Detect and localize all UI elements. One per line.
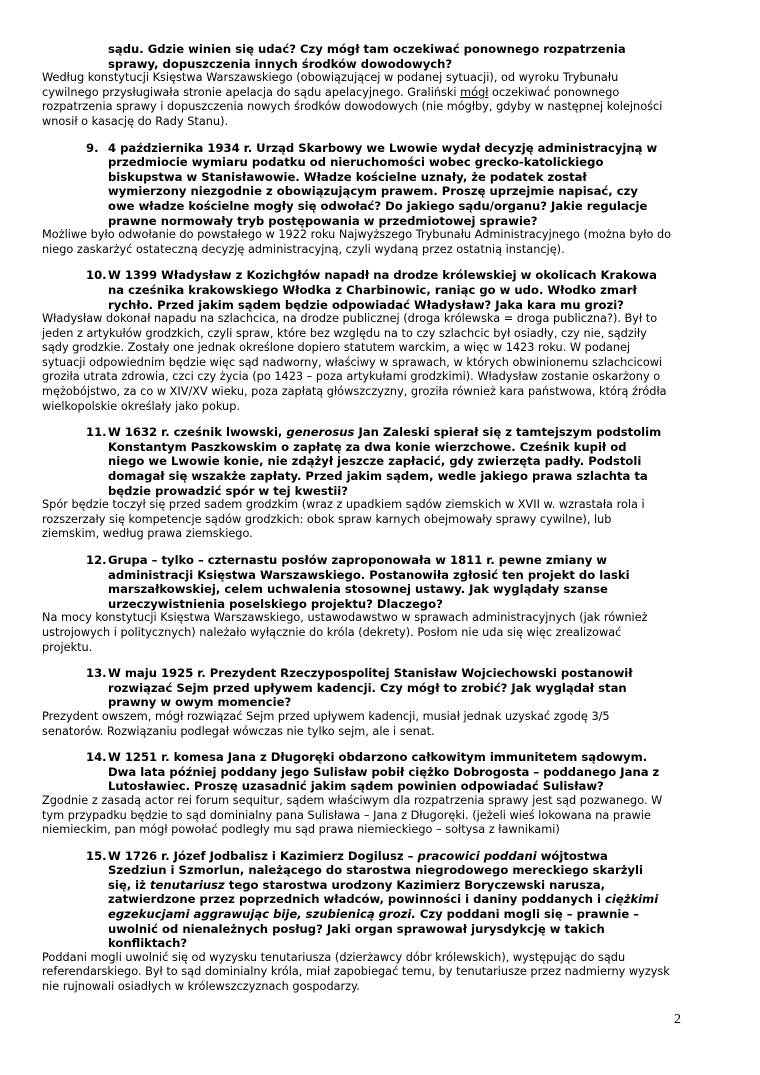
question-15-text-c: wójtostwa Szedziun i Szmorlun, należącego do starostwa niegrodowego mereckiego skarżyli się, iż (108, 848, 643, 892)
question-number: 9. (86, 140, 99, 155)
question-15 (86, 849, 664, 951)
question-15-italic-b: pracowici poddani (417, 848, 537, 863)
question-15-italic-d: tenutariusz (149, 877, 225, 892)
answer-8-text-end: oczekiwać ponownego rozpatrzenia sprawy i dopuszczenia nowych środków dowodowych (nie mógłby, gdyby w następnej kolejności wnosił o kasację do Rady Stanu). (42, 85, 663, 128)
page-number: 2 (674, 1012, 681, 1027)
question-15-italic-f: ciężkimi egzekucjami aggrawując bije, szubienicą grozi. (108, 892, 659, 922)
answer-10: Władysław dokonał napadu na szlachcica, na drodze publicznej (droga królewska = droga publiczna?). Był to jeden z artykułów grodzkich, czyli spraw, które bez względu na to czy szlachcic był osiadły, czy nie, sądziły sądy grodzkie. Zostały one jednak określone dopiero statutem warckim, a więc w 1423 roku. W podanej sytuacji odpowiednim będzie więc sąd nadworny, właściwy w sprawach, w których obwinionemu szlachcicowi groziła utrata zdrowia, czci czy życia (po 1423 – poza artykułami grodzkimi). Władysław zostanie oskarżony o mężobójstwo, za co w XIV/XV wieku, poza zapłatą główszczyzny, groziła również kara państwowa, którą źródła wielkopolskie określały jako pokup. (42, 312, 667, 413)
answer-8 (42, 71, 672, 129)
question-text: W maju 1925 r. Prezydent Rzeczypospolitej Stanisław Wojciechowski postanowił rozwiązać Sejm przed upływem kadencji. Czy mógł to zrobić? Jak wyglądał stan prawny w owym momencie? (108, 666, 633, 710)
question-13 (86, 666, 664, 710)
question-9 (86, 141, 664, 229)
question-14 (86, 750, 664, 794)
question-text: W 1399 Władysław z Kozichgłów napadł na drodze królewskiej w okolicach Krakowa na cześnika krakowskiego Włodka z Charbinowic, raniąc go w udo. Włodko zmarł rychło. Przed jakim sądem będzie odpowiadać Władysław? Jaka kara mu grozi? (108, 268, 657, 312)
question-number: 11. (86, 425, 107, 440)
answer-12: Na mocy konstytucji Księstwa Warszawskiego, ustawodawstwo w sprawach administracyjnych (jak również ustrojowych i politycznych) należało wyłącznie do króla (dekrety). Posłom nie uda się więc zrealizować projektu. (42, 611, 648, 654)
question-number: 15. (86, 848, 107, 863)
question-number: 14. (86, 750, 107, 765)
answer-9: Możliwe było odwołanie do powstałego w 1922 roku Najwyższego Trybunału Administracyjnego (można było do niego zaskarżyć ostateczną decyzję administracyjną, czyli wydaną przez ostatnią instancję). (42, 228, 672, 256)
question-8-continued: sądu. Gdzie winien się udać? Czy mógł tam oczekiwać ponownego rozpatrzenia sprawy, dopuszczenia innych środków dowodowych? (108, 42, 626, 71)
question-11-text-end: Jan Zaleski spierał się z tamtejszym podstolim Konstantym Paszkowskim o zapłatę za dwa konie wierzchowe. Cześnik kupił od niego we Lwowie konie, nie zdążył jeszcze zapłacić, gdy zwierzęta padły. Podstoli domagał się wszakże zapłaty. Przed jakim sądem, wedle jakiego prawa szlachta ta będzie prowadzić spór w tej kwestii? (108, 425, 662, 498)
answer-11: Spór będzie toczył się przed sadem grodzkim (wraz z upadkiem sądów ziemskich w XVII w. wzrastała rola i rozszerzały się kompetencje sądów grodzkich: obok spraw karnych obejmowały sprawy cywilne), lub ziemskim, według prawa ziemskiego. (42, 498, 645, 541)
question-number: 13. (86, 666, 107, 681)
question-text (108, 849, 664, 951)
question-11-text: W 1632 r. cześnik lwowski, (108, 425, 287, 440)
question-15-text-g: Czy poddani mogli się – prawnie – uwolnić od nienależnych posług? Jaki organ sprawował jurysdykcję w takich konfliktach? (108, 907, 640, 951)
answer-8-underlined: mógł (460, 85, 489, 99)
document-page (42, 42, 672, 995)
question-11-italic: generosus (286, 425, 355, 440)
question-text: Grupa – tylko – czternastu posłów zaproponowała w 1811 r. pewne zmiany w administracji Księstwa Warszawskiego. Postanowiła zgłosić ten projekt do laski marszałkowskiej, celem uchwalenia stosownej ustawy. Jak wyglądały szanse urzeczywistnienia poselskiego projektu? Dlaczego? (108, 553, 630, 611)
answer-15: Poddani mogli uwolnić się od wyzysku tenutariusza (dzierżawcy dóbr królewskich), występując do sądu referendarskiego. Był to sąd dominialny króla, miał zapobiegać temu, by tenutariusze przez nadmierny wyzysk nie rujnowali osiadłych w królewszczyznach gospodarzy. (42, 950, 670, 994)
question-number: 12. (86, 553, 107, 567)
question-11 (86, 425, 664, 498)
question-text: W 1251 r. komesa Jana z Długoręki obdarzono całkowitym immunitetem sądowym. Dwa lata później poddany jego Sulisław pobił ciężko Dobrogosta – poddanego Jana z Lutosławiec. Proszę uzasadnić jakim sądem powinien odpowiadać Sulisław? (108, 750, 660, 794)
question-15-text-a: W 1726 r. Józef Jodbalisz i Kazimierz Dogilusz – (108, 848, 418, 863)
question-text: 4 października 1934 r. Urząd Skarbowy we Lwowie wydał decyzję administracyjną w przedmiocie wymiaru podatku od nieruchomości wobec grecko-katolickiego biskupstwa w Stanisławowie. Władze kościelne uznały, że podatek został wymierzony niezgodnie z obowiązującym prawem. Proszę uprzejmie napisać, czy owe władze kościelne mogły się odwołać? Do jakiego sądu/organu? Jakie regulacje prawne normowały tryb postępowania w przedmiotowej sprawie? (108, 140, 658, 228)
question-10 (86, 268, 664, 312)
answer-14: Zgodnie z zasadą actor rei forum sequitur, sądem właściwym dla rozpatrzenia sprawy jest sąd pozwanego. W tym przypadku będzie to sąd dominialny pana Sulisława – Jana z Długoręki. (jeżeli wieś lokowana na prawie niemieckim, pan mógł powołać podległy mu sąd prawa niemieckiego – sołtysa z ławnikami) (42, 793, 663, 837)
answer-13: Prezydent owszem, mógł rozwiązać Sejm przed upływem kadencji, musiał jednak uzyskać zgodę 3/5 senatorów. Rozwiązaniu podlegał wówczas nie tylko sejm, ale i senat. (42, 709, 610, 738)
question-12 (86, 553, 664, 611)
question-15-text-e: tego starostwa urodzony Kazimierz Boryczewski narusza, zatwierdzone przez poprzednich władców, powinności i daniny poddanych i (108, 877, 606, 907)
answer-8-text: Według konstytucji Księstwa Warszawskiego (obowiązującej w podanej sytuacji), od wyroku Trybunału cywilnego przysługiwała stronie apelacja do sądu apelacyjnego. Graliński (42, 71, 619, 99)
question-text (108, 425, 664, 498)
question-number: 10. (86, 268, 107, 283)
